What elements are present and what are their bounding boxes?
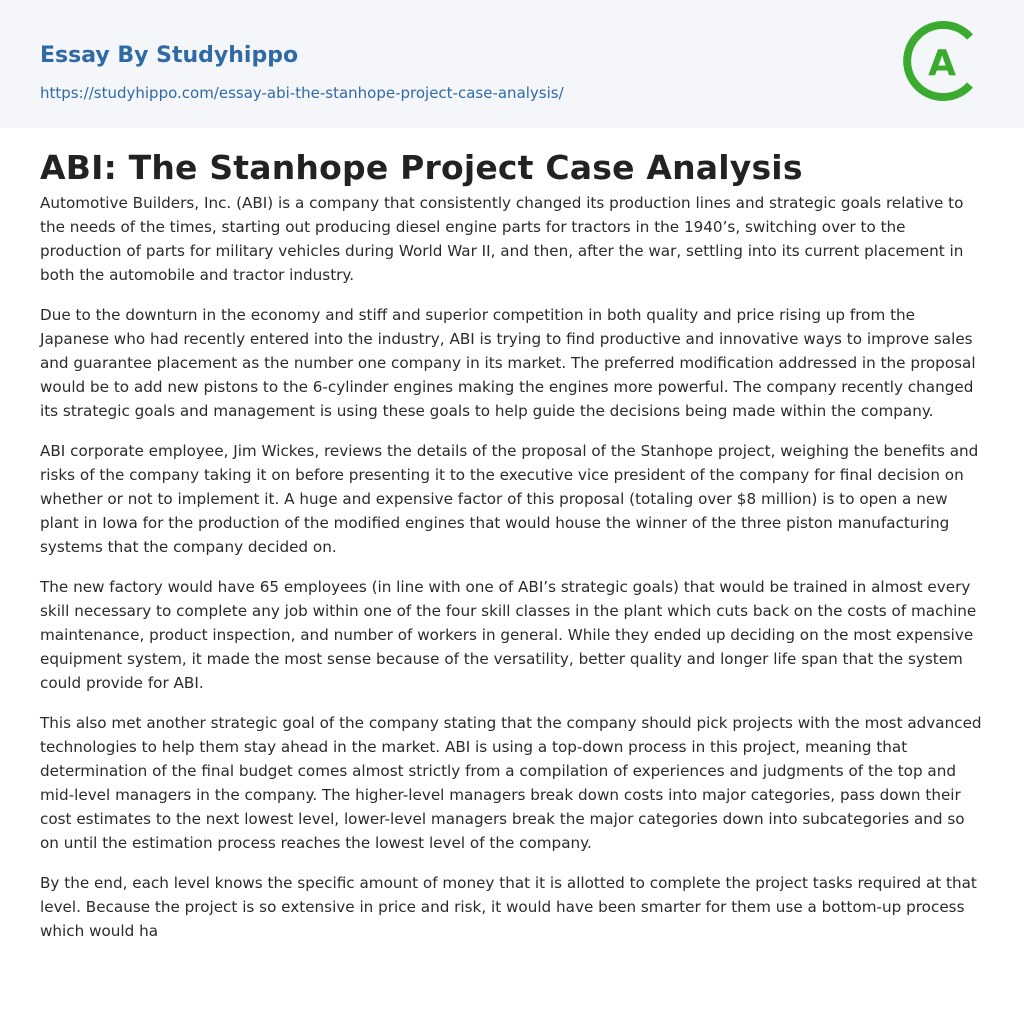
paragraph: Due to the downturn in the economy and stiff and superior competition in both quality and price rising up from the Japanese who had recently entered into the industry, ABI is trying to find productive and innovative ways to improve sales and guarantee placement as the number one company in its market. The preferred modification addressed in the proposal would be to add new pistons to the 6-cylinder engines making the engines more powerful. The company recently changed its strategic goals and management is using these goals to help guide the decisions being made within the company. [40, 306, 976, 420]
site-header [0, 0, 1024, 128]
studyhippo-logo-icon[interactable] [900, 19, 984, 103]
article-content [0, 148, 1024, 943]
source-url-link[interactable]: https://studyhippo.com/essay-abi-the-stanhope-project-case-analysis/ [40, 84, 564, 102]
paragraph: Automotive Builders, Inc. (ABI) is a company that consistently changed its production lines and strategic goals relative to the needs of the times, starting out producing diesel engine parts for tractors in the 1940’s, switching over to the production of parts for military vehicles during World War II, and then, after the war, settling into its current placement in both the automobile and tractor industry. [40, 194, 964, 284]
site-brand[interactable]: Essay By Studyhippo [40, 43, 299, 68]
paragraph: By the end, each level knows the specific amount of money that it is allotted to complete the project tasks required at that level. Because the project is so extensive in price and risk, it would have been smarter for them use a bottom-up process which would ha [40, 874, 977, 940]
paragraph: The new factory would have 65 employees (in line with one of ABI’s strategic goals) that would be trained in almost every skill necessary to complete any job within one of the four skill classes in the plant which cuts back on the costs of machine maintenance, product inspection, and number of workers in general. While they ended up deciding on the most expensive equipment system, it made the most sense because of the versatility, better quality and longer life span that the system could provide for ABI. [40, 578, 977, 692]
paragraph: This also met another strategic goal of the company stating that the company should pick projects with the most advanced technologies to help them stay ahead in the market. ABI is using a top-down process in this project, meaning that determination of the final budget comes almost strictly from a compilation of experiences and judgments of the top and mid-level managers in the company. The higher-level managers break down costs into major categories, pass down their cost estimates to the next lowest level, lower-level managers break the major categories down into subcategories and so on until the estimation process reaches the lowest level of the company. [40, 714, 982, 852]
page-title: ABI: The Stanhope Project Case Analysis [40, 148, 803, 187]
paragraph: ABI corporate employee, Jim Wickes, reviews the details of the proposal of the Stanhope project, weighing the benefits and risks of the company taking it on before presenting it to the executive vice president of the company for final decision on whether or not to implement it. A huge and expensive factor of this proposal (totaling over $8 million) is to open a new plant in Iowa for the production of the modified engines that would house the winner of the three piston manufacturing systems that the company decided on. [40, 442, 979, 556]
logo-letter: A [928, 43, 956, 84]
